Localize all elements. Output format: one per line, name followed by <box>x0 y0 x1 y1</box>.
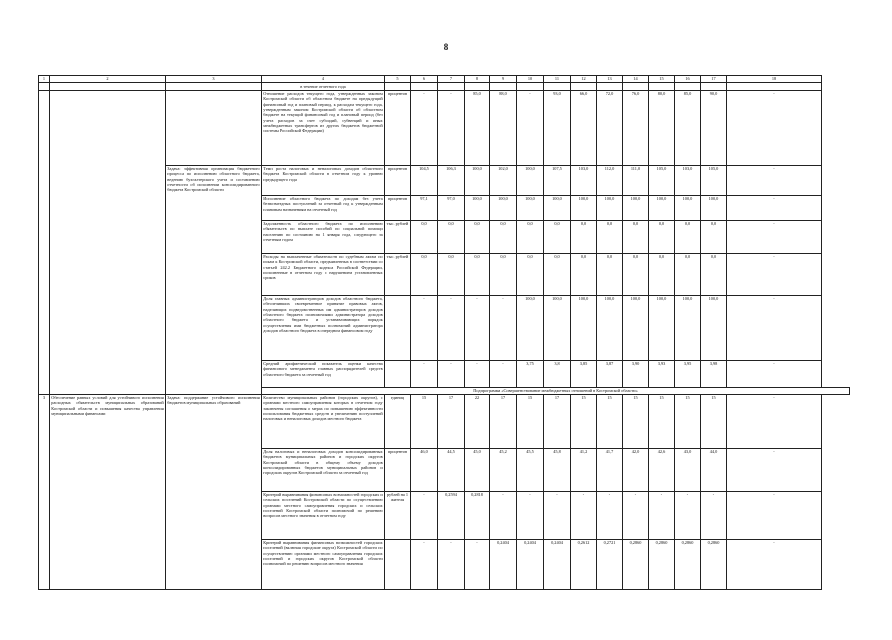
value-cell: 15 <box>411 395 438 449</box>
note-cell: - <box>727 254 822 296</box>
value-cell: 103,0 <box>675 166 701 196</box>
value-cell: 100,0 <box>649 196 675 221</box>
column-header: 3 <box>166 76 262 83</box>
column-header: 18 <box>727 76 822 83</box>
value-cell: 0,0 <box>544 254 571 296</box>
unit-cell <box>385 540 411 590</box>
value-cell: 106,3 <box>438 166 465 196</box>
value-cell: 100,0 <box>649 296 675 361</box>
carry-text: в течение отчетного года <box>262 83 385 91</box>
value-cell: 0,0 <box>517 254 544 296</box>
column-header: 2 <box>50 76 166 83</box>
value-cell: 0,2860 <box>675 540 701 590</box>
value-cell: 0,0 <box>623 221 649 254</box>
value-cell: - <box>597 492 623 540</box>
value-cell: 100,0 <box>517 196 544 221</box>
note-cell: - <box>727 361 822 388</box>
value-cell: 0,0 <box>438 254 465 296</box>
unit-cell: процентов <box>385 449 411 492</box>
value-cell: - <box>411 91 438 166</box>
note-cell: - <box>727 449 822 492</box>
note-cell: - <box>727 196 822 221</box>
value-cell: - <box>411 296 438 361</box>
value-cell: 44,5 <box>438 449 465 492</box>
indicator-cell: Количество муниципальных районов (городских округов), с органами местного самоуправления которых в отчетном году заключены соглашения о мерах по повышению эффективности использования бюджетных средств и увеличению поступлений налоговых и неналоговых доходов местного бюджета <box>262 395 385 449</box>
value-cell: 85,0 <box>675 91 701 166</box>
value-cell: 112,0 <box>597 166 623 196</box>
value-cell: 0,0 <box>675 254 701 296</box>
value-cell: 105,0 <box>701 166 727 196</box>
value-cell: 104,5 <box>411 166 438 196</box>
value-cell: 0,0 <box>571 221 597 254</box>
goal-cell: Обеспечение равных условий для устойчивого исполнения расходных обязательств муниципальных образований Костромской области и повышения качества управления муниципальными финансами <box>50 395 166 590</box>
value-cell: 46,0 <box>411 449 438 492</box>
column-header: 5 <box>385 76 411 83</box>
row-number: 3 <box>39 395 50 590</box>
value-cell: 0,0 <box>438 221 465 254</box>
value-cell: 17 <box>544 395 571 449</box>
value-cell: 90,0 <box>701 91 727 166</box>
unit-cell: единиц <box>385 395 411 449</box>
value-cell: 100,0 <box>544 296 571 361</box>
unit-cell <box>385 296 411 361</box>
value-cell: 0,2612 <box>571 540 597 590</box>
note-cell: - <box>727 296 822 361</box>
value-cell: 42,0 <box>623 449 649 492</box>
value-cell: - <box>438 91 465 166</box>
value-cell: 80,0 <box>649 91 675 166</box>
column-header: 4 <box>262 76 385 83</box>
value-cell: 100,0 <box>517 296 544 361</box>
value-cell: - <box>438 540 465 590</box>
value-cell: - <box>571 492 597 540</box>
value-cell: 15 <box>517 395 544 449</box>
value-cell: - <box>623 492 649 540</box>
value-cell: 105,0 <box>649 166 675 196</box>
table-row <box>39 83 850 91</box>
unit-cell: тыс. рублей <box>385 221 411 254</box>
header-row <box>39 76 850 83</box>
value-cell: - <box>411 540 438 590</box>
value-cell: 15 <box>623 395 649 449</box>
value-cell: - <box>517 492 544 540</box>
value-cell: 0,0 <box>597 254 623 296</box>
value-cell: 44,0 <box>701 449 727 492</box>
value-cell: - <box>465 361 490 388</box>
page-number: 8 <box>443 42 449 52</box>
value-cell: 0,0 <box>411 221 438 254</box>
value-cell: 0,0 <box>411 254 438 296</box>
goal-task-cell: Задача: эффективная организация бюджетного процесса по исполнению областного бюджета, ведению бухгалтерского учета и составлению отчетности об исполнении консолидированного бюджета Костромской области <box>166 166 262 395</box>
value-cell: 43,0 <box>675 449 701 492</box>
indicator-table <box>38 75 850 590</box>
value-cell: 0,2594 <box>438 492 465 540</box>
value-cell: 100,0 <box>517 166 544 196</box>
value-cell: 0,0 <box>490 221 517 254</box>
value-cell: 107,5 <box>544 166 571 196</box>
unit-cell <box>385 361 411 388</box>
value-cell: 97,1 <box>411 196 438 221</box>
value-cell: 100,0 <box>490 196 517 221</box>
value-cell: 100,0 <box>571 296 597 361</box>
value-cell: 0,0 <box>675 221 701 254</box>
value-cell: 3,85 <box>571 361 597 388</box>
value-cell: - <box>544 492 571 540</box>
value-cell: 0,2860 <box>649 540 675 590</box>
value-cell: 45,5 <box>517 449 544 492</box>
value-cell: 0,0 <box>623 254 649 296</box>
value-cell: - <box>490 296 517 361</box>
value-cell: 15 <box>675 395 701 449</box>
value-cell: - <box>517 91 544 166</box>
value-cell: 0,2818 <box>465 492 490 540</box>
task-cell: Задача: поддержание устойчивого исполнения бюджетов муниципальных образований <box>166 395 262 590</box>
column-header: 6 <box>411 76 438 83</box>
value-cell: - <box>438 296 465 361</box>
unit-cell: рублей на 1 жителя <box>385 492 411 540</box>
value-cell: 0,0 <box>544 221 571 254</box>
value-cell: - <box>465 296 490 361</box>
value-cell: 93,0 <box>544 91 571 166</box>
table-row <box>39 91 850 166</box>
value-cell: 66,0 <box>571 91 597 166</box>
value-cell: 0,0 <box>649 221 675 254</box>
value-cell: 41,7 <box>597 449 623 492</box>
indicator-cell: Критерий выравнивания финансовых возможностей городских поселений (включая городские округа) Костромской области по осуществлению органами местного самоуправления городских поселений и городских округов Костромской области полномочий по решению вопросов местного значения <box>262 540 385 590</box>
column-header: 8 <box>465 76 490 83</box>
value-cell: 41,2 <box>571 449 597 492</box>
value-cell: 45,0 <box>465 449 490 492</box>
column-header: 11 <box>544 76 571 83</box>
column-header: 10 <box>517 76 544 83</box>
value-cell: 45,2 <box>490 449 517 492</box>
indicator-cell: Доля главных администраторов доходов областного бюджета, обеспечивших своевременное принятие правовых актов, наделяющих подведомственных им администраторов доходов областного бюджета полномочиями администратора доходов областного бюджета и устанавливающих порядок осуществления ими бюджетных полномочий администратора доходов областного бюджета в очередном финансовом году <box>262 296 385 361</box>
value-cell: 15 <box>649 395 675 449</box>
column-header: 12 <box>571 76 597 83</box>
value-cell: 17 <box>438 395 465 449</box>
column-header: 1 <box>39 76 50 83</box>
indicator-cell: Исполнение областного бюджета по доходам без учета безвозмездных поступлений за отчетный год к утвержденным плановым назначениям на отчетный год <box>262 196 385 221</box>
value-cell: 0,0 <box>517 221 544 254</box>
unit-cell: тыс. рублей <box>385 254 411 296</box>
value-cell: 0,0 <box>701 254 727 296</box>
indicator-cell: Расходы на выплаченные обязательств по судебным актам по искам к Костромской области, предъявленных в соответствии со статьей 242.2 Бюджетного кодекса Российской Федерации, исполненные в отчетном году с нарушением установленных сроков <box>262 254 385 296</box>
value-cell: 100,0 <box>675 296 701 361</box>
value-cell: - <box>465 540 490 590</box>
column-header: 9 <box>490 76 517 83</box>
value-cell: - <box>490 492 517 540</box>
value-cell: 0,0 <box>490 254 517 296</box>
table-row <box>39 395 850 449</box>
column-header: 17 <box>701 76 727 83</box>
value-cell: 3,93 <box>649 361 675 388</box>
value-cell: 100,0 <box>597 196 623 221</box>
value-cell: - <box>438 361 465 388</box>
value-cell: 111,0 <box>623 166 649 196</box>
value-cell: 100,0 <box>571 196 597 221</box>
value-cell: 100,0 <box>465 166 490 196</box>
note-cell: - <box>727 166 822 196</box>
value-cell: - <box>411 361 438 388</box>
column-header: 16 <box>675 76 701 83</box>
indicator-cell: Средний арифметический показатель оценки качества финансового менеджмента главных распорядителей средств областного бюджета за отчетный год <box>262 361 385 388</box>
note-cell: - <box>727 221 822 254</box>
value-cell: 0,0 <box>465 254 490 296</box>
subprogram-title: Подпрограмма «Совершенствование межбюджетных отношений в Костромской области» <box>262 388 850 395</box>
value-cell: 100,0 <box>597 296 623 361</box>
value-cell: 100,0 <box>701 196 727 221</box>
value-cell: 0,0 <box>571 254 597 296</box>
value-cell: 3,90 <box>623 361 649 388</box>
value-cell: 0,0 <box>465 221 490 254</box>
value-cell: 17 <box>490 395 517 449</box>
note-cell: - <box>727 395 822 449</box>
indicator-cell: Отношение расходов текущего года, утвержденных законом Костромской области об областном бюджете на предыдущий финансовый год и плановый период, к расходам текущего года, утвержденным законом Костромской области об областном бюджете на текущий финансовый год и плановый период (без учета расходов за счет субсидий, субвенций и иных межбюджетных трансфертов из других бюджетов бюджетной системы Российской Федерации) <box>262 91 385 166</box>
value-cell: 76,0 <box>623 91 649 166</box>
note-cell: - <box>727 91 822 166</box>
value-cell: 0,2721 <box>597 540 623 590</box>
value-cell: 15 <box>571 395 597 449</box>
value-cell: 100,0 <box>623 196 649 221</box>
value-cell: 15 <box>597 395 623 449</box>
note-cell: - <box>727 492 822 540</box>
value-cell: 0,0 <box>649 254 675 296</box>
column-header: 7 <box>438 76 465 83</box>
value-cell: 100,0 <box>544 196 571 221</box>
value-cell: 45,8 <box>544 449 571 492</box>
value-cell: - <box>675 492 701 540</box>
value-cell: 22 <box>465 395 490 449</box>
value-cell: - <box>649 492 675 540</box>
value-cell: 0,2404 <box>490 540 517 590</box>
value-cell: 72,0 <box>597 91 623 166</box>
value-cell: 42,6 <box>649 449 675 492</box>
indicator-cell: Критерий выравнивания финансовых возможностей городских и сельских поселений Костромской области по осуществлению органами местного самоуправления городских и сельских поселений Костромской области полномочий по решению вопросов местного значения в отчетном году <box>262 492 385 540</box>
unit-cell: процентов <box>385 196 411 221</box>
value-cell: 3,95 <box>675 361 701 388</box>
value-cell: 0,2404 <box>544 540 571 590</box>
value-cell: 15 <box>701 395 727 449</box>
value-cell: 100,0 <box>623 296 649 361</box>
value-cell: 103,0 <box>571 166 597 196</box>
value-cell: 88,0 <box>490 91 517 166</box>
value-cell: 0,0 <box>701 221 727 254</box>
value-cell: - <box>411 492 438 540</box>
value-cell: 97,0 <box>438 196 465 221</box>
note-cell: - <box>727 540 822 590</box>
value-cell: 100,0 <box>701 296 727 361</box>
column-header: 13 <box>597 76 623 83</box>
value-cell: 3,8 <box>544 361 571 388</box>
value-cell: 102,0 <box>490 166 517 196</box>
unit-cell: процентов <box>385 91 411 166</box>
value-cell: - <box>490 361 517 388</box>
value-cell: 3,75 <box>517 361 544 388</box>
value-cell: 85,0 <box>465 91 490 166</box>
value-cell: 3,98 <box>701 361 727 388</box>
value-cell: 100,0 <box>465 196 490 221</box>
column-header: 14 <box>623 76 649 83</box>
column-header: 15 <box>649 76 675 83</box>
value-cell: 0,2860 <box>701 540 727 590</box>
value-cell: 100,0 <box>675 196 701 221</box>
value-cell: 0,2860 <box>623 540 649 590</box>
value-cell: 3,87 <box>597 361 623 388</box>
indicator-cell: Доля налоговых и неналоговых доходов консолидированных бюджетов муниципальных районов и городских округов Костромской области в общему объему доходов консолидированных бюджетов муниципальных районов и городских округов Костромской области за отчетный год <box>262 449 385 492</box>
unit-cell: процентов <box>385 166 411 196</box>
value-cell: 0,2404 <box>517 540 544 590</box>
value-cell: 0,0 <box>597 221 623 254</box>
indicator-cell: Темп роста налоговых и неналоговых доходов областного бюджета Костромской области в отчетном году к уровню предыдущего года <box>262 166 385 196</box>
value-cell: - <box>701 492 727 540</box>
indicator-cell: Задолженность областного бюджета по исполнению обязательств по выплате пособий по социальной помощи населению по состоянию на 1 января года, следующего за отчетным годом <box>262 221 385 254</box>
